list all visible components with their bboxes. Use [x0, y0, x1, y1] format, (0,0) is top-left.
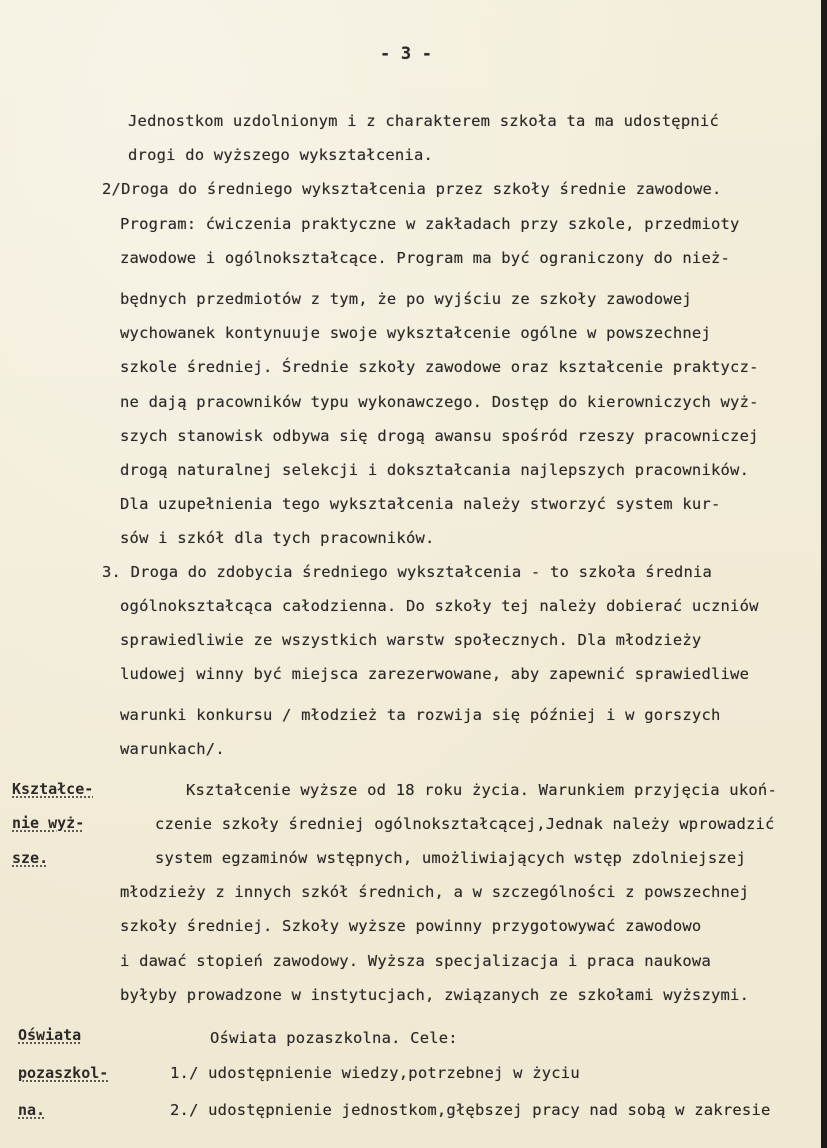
text-line: ludowej winny być miejsca zarezerwowane, aby zapewnić sprawiedliwe	[120, 665, 750, 683]
text-line: 2./ udostępnienie jednostkom,głębszej pracy nad sobą w zakresie	[170, 1101, 771, 1119]
text-line: i dawać stopień zawodowy. Wyższa specjalizacja i praca naukowa	[120, 952, 711, 970]
text-line: szkole średniej. Średnie szkoły zawodowe oraz kształcenie praktycz-	[120, 358, 759, 376]
text-line: zawodowe i ogólnokształcące. Program ma być ograniczony do nież-	[120, 249, 731, 267]
text-line: Dla uzupełnienia tego wykształcenia należy stworzyć system kur-	[120, 495, 721, 513]
text-line: sów i szkół dla tych pracowników.	[120, 529, 435, 547]
text-line: warunkach/.	[120, 740, 225, 758]
text-line: Program: ćwiczenia praktyczne w zakładach przy szkole, przedmioty	[120, 215, 740, 233]
page-edge-shadow	[821, 0, 827, 1148]
margin-heading-outside-school: na.	[18, 1101, 46, 1119]
text-line: młodzieży z innych szkół średnich, a w szczególności z powszechnej	[120, 883, 750, 901]
text-line: drogą naturalnej selekcji i dokształcania najlepszych pracowników.	[120, 461, 750, 479]
text-line: drogi do wyższego wykształcenia.	[128, 146, 434, 164]
text-line: będnych przedmiotów z tym, że po wyjściu ze szkoły zawodowej	[120, 290, 692, 308]
margin-heading-higher-education: sze.	[12, 849, 49, 867]
margin-heading-higher-education: nie wyż-	[12, 814, 85, 832]
text-line: 1./ udostępnienie wiedzy,potrzebnej w życiu	[170, 1064, 580, 1082]
text-line: 2/Droga do średniego wykształcenia przez szkoły średnie zawodowe.	[102, 180, 722, 198]
text-line: wychowanek kontynuuje swoje wykształcenie ogólne w powszechnej	[120, 324, 711, 342]
text-line: szych stanowisk odbywa się drogą awansu spośród rzeszy pracowniczej	[120, 427, 759, 445]
text-line: czenie szkoły średniej ogólnokształcącej,Jednak należy wprowadzić	[155, 815, 775, 833]
text-line: 3. Droga do zdobycia średniego wykształcenia - to szkoła średnia	[102, 563, 713, 581]
text-line: ne dają pracowników typu wykonawczego. Dostęp do kierowniczych wyż-	[120, 393, 759, 411]
text-line: warunki konkursu / młodzież ta rozwija się później i w gorszych	[120, 706, 721, 724]
margin-heading-outside-school: pozaszkol-	[18, 1064, 109, 1082]
margin-heading-higher-education: Kształce-	[12, 780, 94, 798]
page-number: - 3 -	[380, 44, 433, 64]
text-line: Kształcenie wyższe od 18 roku życia. Warunkiem przyjęcia ukoń-	[186, 781, 777, 799]
text-line: Jednostkom uzdolnionym i z charakterem szkoła ta ma udostępnić	[128, 112, 719, 130]
text-line: Oświata pozaszkolna. Cele:	[210, 1029, 458, 1047]
text-line: szkoły średniej. Szkoły wyższe powinny przygotowywać zawodowo	[120, 917, 702, 935]
text-line: system egzaminów wstępnych, umożliwiających wstęp zdolniejszej	[155, 849, 746, 867]
text-line: sprawiedliwie ze wszystkich warstw społecznych. Dla młodzieży	[120, 631, 702, 649]
text-line: ogólnokształcąca całodzienna. Do szkoły tej należy dobierać uczniów	[120, 597, 759, 615]
text-line: byłyby prowadzone w instytucjach, związanych ze szkołami wyższymi.	[120, 986, 750, 1004]
margin-heading-outside-school: Oświata	[18, 1026, 82, 1044]
